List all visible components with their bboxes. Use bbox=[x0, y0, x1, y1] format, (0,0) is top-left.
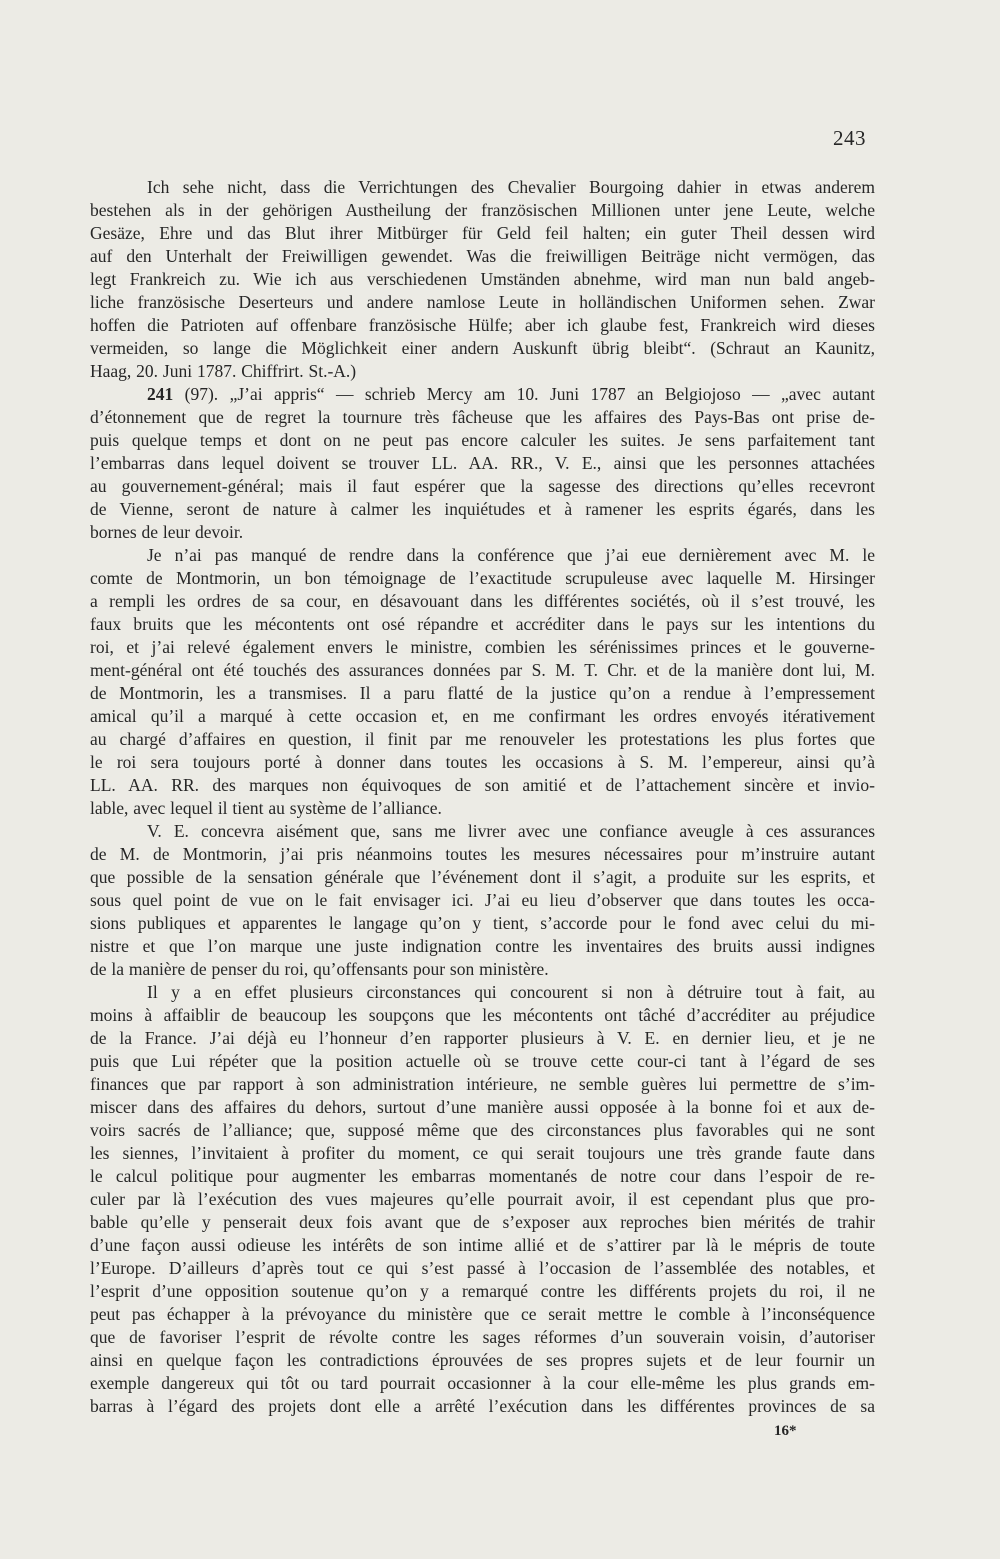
text-line: finances que par rapport à son administration intérieure, ne semble guères lui permettre de s’im- bbox=[90, 1074, 875, 1094]
text-line: que de favoriser l’esprit de révolte contre les sages réformes d’un souverain voisin, d’autoriser bbox=[90, 1327, 875, 1347]
page-number: 243 bbox=[833, 126, 866, 150]
text-line bbox=[90, 383, 875, 406]
text-line: d’étonnement que de regret la tournure très fâcheuse que les affaires des Pays-Bas ont prise de- bbox=[90, 407, 875, 427]
text-line: puis quelque temps et dont on ne peut pas encore calculer les suites. Je sens parfaitement tant bbox=[90, 430, 875, 450]
paragraph bbox=[90, 981, 875, 1418]
paragraph bbox=[90, 176, 875, 383]
text-line: l’Europe. D’ailleurs d’après tout ce qui s’est passé à l’occasion de l’assemblée des notables, et bbox=[90, 1258, 875, 1278]
text-line: LL. AA. RR. des marques non équivoques de son amitié et de l’attachement sincère et invio- bbox=[90, 775, 875, 795]
text-line: lable, avec lequel il tient au système de l’alliance. bbox=[90, 798, 442, 818]
text-line: amical qu’il a marqué à cette occasion et, en me confirmant les ordres envoyés itérativement bbox=[90, 706, 875, 726]
text-line: miscer dans des affaires du dehors, surtout d’une manière aussi opposée à la bonne foi et aux de- bbox=[90, 1097, 875, 1117]
text-line: le roi sera toujours porté à donner dans toutes les occasions à S. M. l’empereur, ainsi qu’à bbox=[90, 752, 875, 772]
text-line: vermeiden, so lange die Möglichkeit einer andern Auskunft übrig bleibt“. (Schraut an Kaunitz, bbox=[90, 338, 875, 358]
text-line: roi, et j’ai relevé également envers le ministre, combien les sérénissimes princes et le gouverne- bbox=[90, 637, 875, 657]
text-line: bable qu’elle y penserait deux fois avant que de s’exposer aux reproches bien mérités de trahir bbox=[90, 1212, 875, 1232]
text-line: que possible de la sensation générale que l’événement dont il s’agit, a produite sur les esprits, et bbox=[90, 867, 875, 887]
text-line: de la France. J’ai déjà eu l’honneur d’en rapporter plusieurs à V. E. en dernier lieu, et je ne bbox=[90, 1028, 875, 1048]
text-line: ainsi en quelque façon les contradictions éprouvées de ses propres sujets et de leur fournir un bbox=[90, 1350, 875, 1370]
text-line: auf den Unterhalt der Freiwilligen gewendet. Was die freiwilligen Beiträge nicht vermögen, das bbox=[90, 246, 875, 266]
paragraph bbox=[90, 544, 875, 820]
text-line: de Montmorin, les a transmises. Il a paru flatté de la justice qu’on a rendue à l’empressement bbox=[90, 683, 875, 703]
text-line: moins à affaiblir de beaucoup les soupçons que les mécontents ont tâché d’accréditer au préjudice bbox=[90, 1005, 875, 1025]
text-line: ment-général ont été touchés des assurances données par S. M. T. Chr. et de la manière dont lui, M. bbox=[90, 660, 875, 680]
text-line: au gouvernement-général; mais il faut espérer que la sagesse des directions qu’elles recevront bbox=[90, 476, 875, 496]
text-line: liche französische Deserteurs und andere namlose Leute in holländischen Uniformen sehen. Zwar bbox=[90, 292, 875, 312]
text-line: puis que Lui répéter que la position actuelle où se trouve cette cour-ci tant à l’égard de ses bbox=[90, 1051, 875, 1071]
text-line: hoffen die Patrioten auf offenbare französische Hülfe; aber ich glaube fest, Frankreich wird dieses bbox=[90, 315, 875, 335]
text-line: de Vienne, seront de nature à calmer les inquiétudes et à ramener les esprits égarés, dans les bbox=[90, 499, 875, 519]
text-line: voirs sacrés de l’alliance; que, supposé même que des circonstances plus favorables qui ne sont bbox=[90, 1120, 875, 1140]
text-line: culer par là l’exécution des vues majeures qu’elle pourrait avoir, il est cependant plus que pro- bbox=[90, 1189, 875, 1209]
text-line: de la manière de penser du roi, qu’offensants pour son ministère. bbox=[90, 959, 549, 979]
text-line: le calcul politique pour augmenter les embarras momentanés de notre cour dans l’espoir de re- bbox=[90, 1166, 875, 1186]
entry-number: 241 bbox=[147, 384, 174, 404]
text-line: comte de Montmorin, un bon témoignage de l’exactitude scrupuleuse avec laquelle M. Hirsinger bbox=[90, 568, 875, 588]
paragraph bbox=[90, 820, 875, 981]
text-line: Il y a en effet plusieurs circonstances qui concourent si non à détruire tout à fait, au bbox=[147, 982, 875, 1002]
text-line: peut pas échapper à la prévoyance du ministère que ce serait mettre le comble à l’inconséquence bbox=[90, 1304, 875, 1324]
text-line: Haag, 20. Juni 1787. Chiffrirt. St.-A.) bbox=[90, 361, 357, 381]
text-line: Gesäze, Ehre und das Blut ihrer Mitbürger für Geld feil halten; ein guter Theil dessen wird bbox=[90, 223, 875, 243]
text-line: les siennes, l’invitaient à profiter du moment, ce qui serait toujours une très grande faute dans bbox=[90, 1143, 875, 1163]
text-line: bornes de leur devoir. bbox=[90, 522, 244, 542]
text-line: l’embarras dans lequel doivent se trouver LL. AA. RR., V. E., ainsi que les personnes attachées bbox=[90, 453, 875, 473]
text-line: sous quel point de vue on le fait envisager ici. J’ai eu lieu d’observer que dans toutes les occa- bbox=[90, 890, 875, 910]
text-line: a rempli les ordres de sa cour, en désavouant dans les différentes sociétés, où il s’est trouvé, les bbox=[90, 591, 875, 611]
text-line: au chargé d’affaires en question, il finit par me renouveler les protestations les plus fortes que bbox=[90, 729, 875, 749]
text-line: exemple dangereux qui tôt ou tard pourrait occasionner à la cour elle-même les plus grands em- bbox=[90, 1373, 875, 1393]
text-line: Je n’ai pas manqué de rendre dans la conférence que j’ai eue dernièrement avec M. le bbox=[147, 545, 875, 565]
text-line: V. E. concevra aisément que, sans me livrer avec une confiance aveugle à ces assurances bbox=[147, 821, 875, 841]
body-text bbox=[90, 176, 875, 1418]
text-line-content: (97). „J’ai appris“ — schrieb Mercy am 10. Juni 1787 an Belgiojoso — „avec autant bbox=[184, 384, 875, 404]
text-line: barras à l’égard des projets dont elle a arrêté l’exécution dans les différentes provinces de sa bbox=[90, 1396, 875, 1416]
text-line: sions publiques et apparentes le langage qu’on y tient, s’accorde pour le fond avec celui du mi- bbox=[90, 913, 875, 933]
text-line: l’esprit d’une opposition soutenue qu’on y a remarqué contre les différents projets du roi, il ne bbox=[90, 1281, 875, 1301]
text-line: nistre et que l’on marque une juste indignation contre les inventaires des bruits aussi indignes bbox=[90, 936, 875, 956]
text-line: Ich sehe nicht, dass die Verrichtungen des Chevalier Bourgoing dahier in etwas anderem bbox=[147, 177, 875, 197]
text-line: legt Frankreich zu. Wie ich aus verschiedenen Umständen abnehme, wird man nun bald angeb- bbox=[90, 269, 875, 289]
text-line: faux bruits que les mécontents ont osé répandre et accréditer dans le pays sur les intentions du bbox=[90, 614, 875, 634]
text-line: d’une façon aussi odieuse les intérêts de son intime allié et de s’attirer par là le mépris de toute bbox=[90, 1235, 875, 1255]
text-line: de M. de Montmorin, j’ai pris néanmoins toutes les mesures nécessaires pour m’instruire autant bbox=[90, 844, 875, 864]
text-line: bestehen als in der gehörigen Austheilung der französischen Millionen unter jene Leute, welche bbox=[90, 200, 875, 220]
paragraph-entry bbox=[90, 383, 875, 544]
signature-mark: 16* bbox=[774, 1423, 797, 1439]
